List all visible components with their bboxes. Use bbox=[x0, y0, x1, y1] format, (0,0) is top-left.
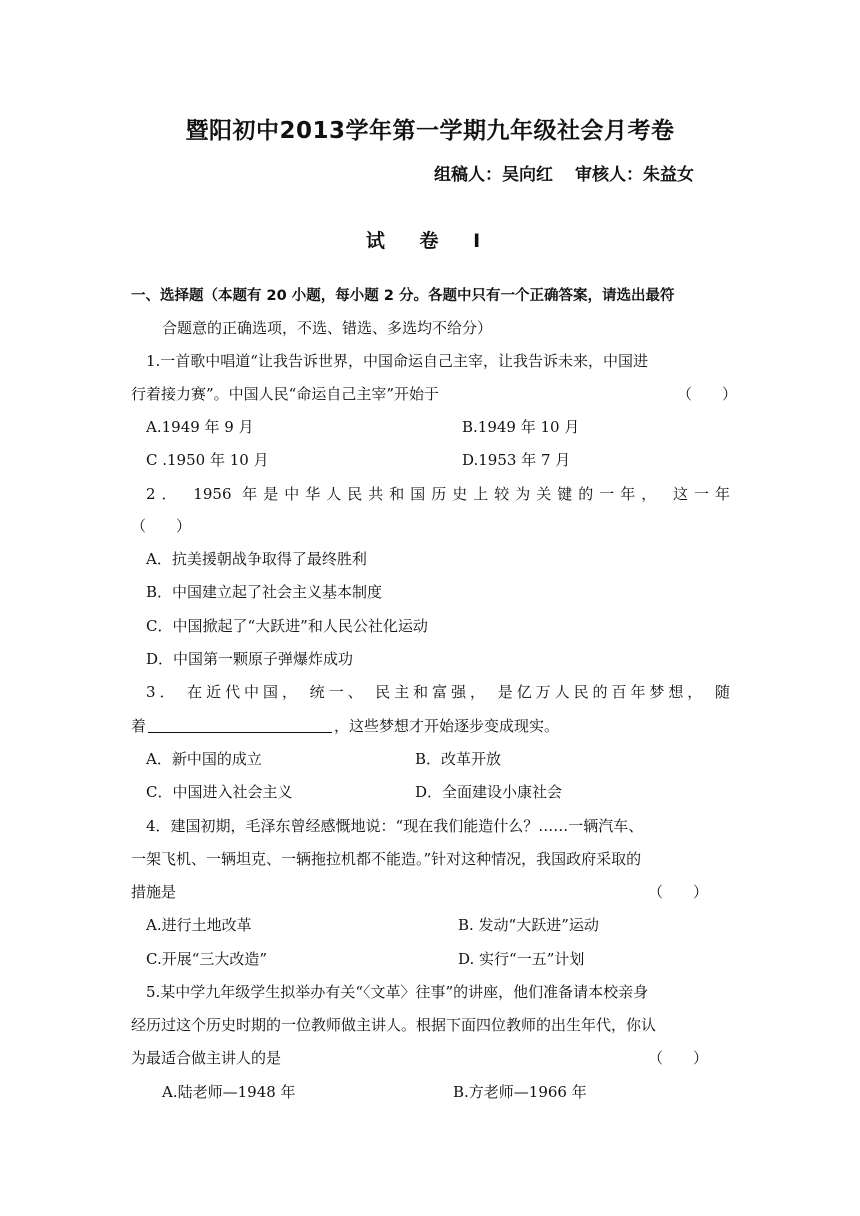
reviewer-label: 审核人：朱益女 bbox=[575, 165, 694, 185]
q2-option-c: C．中国掀起了“大跃进”和人民公社化运动 bbox=[146, 617, 428, 635]
q4-stem-line2: 一架飞机、一辆坦克、一辆拖拉机都不能造。”针对这种情况，我国政府采取的 bbox=[131, 850, 642, 868]
q5-answer-paren: （ ） bbox=[648, 1049, 709, 1067]
q5-option-b: B.方老师—1966 年 bbox=[453, 1083, 587, 1101]
q5-stem-line1: 5.某中学九年级学生拟举办有关“〈文革〉往事”的讲座，他们准备请本校亲身 bbox=[146, 983, 649, 1001]
q4-answer-paren: （ ） bbox=[648, 883, 709, 901]
paper-label: 试 卷 Ⅰ bbox=[365, 230, 495, 252]
section-heading-line2: 合题意的正确选项，不选、错选、多选均不给分） bbox=[162, 319, 493, 337]
q1-option-d: D.1953 年 7 月 bbox=[462, 451, 571, 469]
section-heading-line1: 一、选择题（本题有 20 小题，每小题 2 分。各题中只有一个正确答案，请选出最符 bbox=[131, 288, 675, 304]
q2-stem-line1: 2． 1956 年是中华人民共和国历史上较为关键的一年， 这一年 bbox=[146, 485, 730, 503]
q2-answer-paren: （ ） bbox=[131, 517, 192, 535]
q3-stem-post: ，这些梦想才开始逐步变成现实。 bbox=[334, 717, 560, 735]
q1-stem-line2: 行着接力赛”。中国人民“命运自己主宰”开始于 bbox=[131, 385, 440, 403]
q3-option-b: B．改革开放 bbox=[415, 750, 502, 768]
author-credits bbox=[434, 160, 694, 185]
q1-answer-paren: （ ） bbox=[677, 385, 738, 403]
q5-stem-line2: 经历过这个历史时期的一位教师做主讲人。根据下面四位教师的出生年代，你认 bbox=[131, 1016, 657, 1034]
q5-stem-line3: 为最适合做主讲人的是 bbox=[131, 1049, 282, 1067]
q1-option-c: C .1950 年 10 月 bbox=[146, 451, 269, 469]
q3-fill-blank[interactable] bbox=[148, 718, 332, 733]
q3-option-c: C．中国进入社会主义 bbox=[146, 783, 293, 801]
q1-stem-line1: 1.一首歌中唱道“让我告诉世界，中国命运自己主宰，让我告诉未来，中国进 bbox=[146, 352, 648, 370]
q2-option-d: D．中国第一颗原子弹爆炸成功 bbox=[146, 650, 354, 668]
q4-option-c: C.开展“三大改造” bbox=[146, 950, 268, 968]
q3-option-a: A．新中国的成立 bbox=[146, 750, 262, 768]
q4-option-d: D. 实行“一五”计划 bbox=[458, 950, 585, 968]
q1-option-a: A.1949 年 9 月 bbox=[146, 418, 254, 436]
q5-option-a: A.陆老师—1948 年 bbox=[162, 1083, 296, 1101]
q4-option-a: A.进行土地改革 bbox=[146, 916, 252, 934]
q3-stem-pre: 着 bbox=[131, 717, 147, 735]
q3-option-d: D．全面建设小康社会 bbox=[415, 783, 563, 801]
q1-option-b: B.1949 年 10 月 bbox=[462, 418, 580, 436]
exam-title: 暨阳初中2013学年第一学期九年级社会月考卷 bbox=[185, 118, 675, 144]
q4-stem-line3: 措施是 bbox=[131, 883, 177, 901]
q3-stem-line1: 3． 在近代中国， 统一、 民主和富强， 是亿万人民的百年梦想， 随 bbox=[146, 683, 730, 701]
q3-stem-line2 bbox=[131, 716, 559, 736]
q4-stem-line1: 4．建国初期，毛泽东曾经感慨地说：“现在我们能造什么？……一辆汽车、 bbox=[146, 817, 644, 835]
q4-option-b: B. 发动“大跃进”运动 bbox=[458, 916, 599, 934]
author-label: 组稿人：吴向红 bbox=[434, 165, 553, 185]
q2-option-a: A．抗美援朝战争取得了最终胜利 bbox=[146, 550, 367, 568]
q2-option-b: B．中国建立起了社会主义基本制度 bbox=[146, 583, 383, 601]
